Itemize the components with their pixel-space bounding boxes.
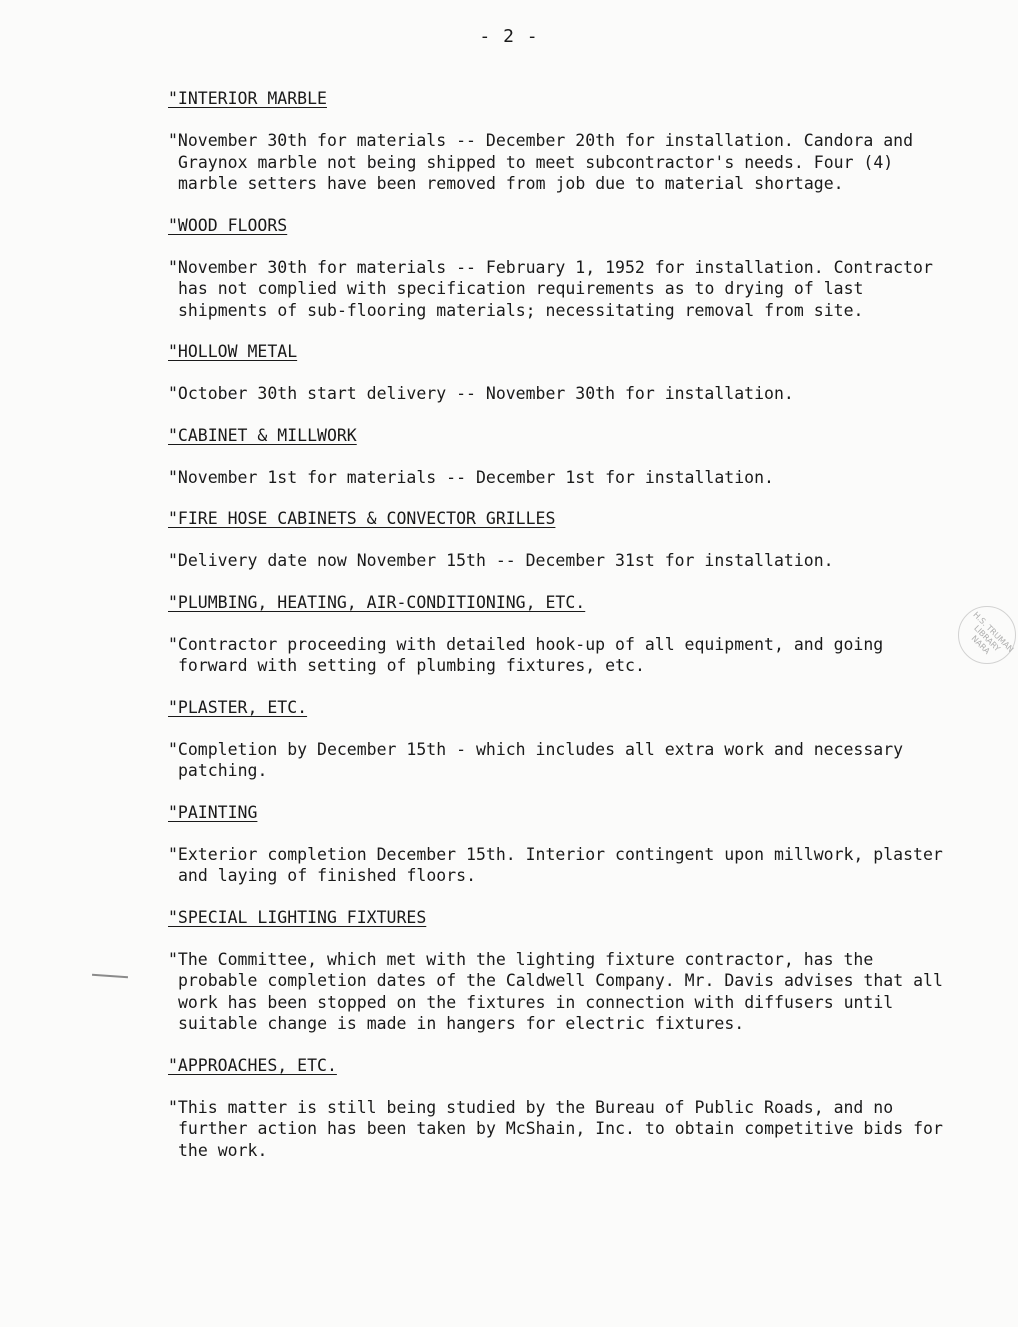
section-text: "This matter is still being studied by the Bureau of Public Roads, and no further action has been taken by McShain, Inc. to obtain competitive bids for the work. bbox=[168, 1097, 943, 1160]
section-plaster bbox=[168, 697, 968, 782]
section-text: "Exterior completion December 15th. Interior contingent upon millwork, plaster and laying of finished floors. bbox=[168, 844, 943, 885]
section-heading: "CABINET & MILLWORK bbox=[168, 425, 357, 445]
document-body bbox=[168, 88, 968, 1181]
section-heading: "PLUMBING, HEATING, AIR-CONDITIONING, ETC. bbox=[168, 592, 586, 612]
section-fire-hose-cabinets bbox=[168, 508, 968, 572]
section-wood-floors bbox=[168, 215, 968, 322]
section-interior-marble bbox=[168, 88, 968, 195]
margin-mark bbox=[92, 974, 128, 979]
page-number: - 2 - bbox=[479, 26, 539, 47]
section-heading: "PAINTING bbox=[168, 802, 258, 822]
section-heading: "FIRE HOSE CABINETS & CONVECTOR GRILLES bbox=[168, 509, 556, 528]
section-heading: "HOLLOW METAL bbox=[168, 342, 298, 361]
section-plumbing-heating bbox=[168, 592, 968, 677]
section-heading: "APPROACHES, ETC. bbox=[168, 1055, 337, 1075]
section-heading: "WOOD FLOORS bbox=[168, 215, 288, 235]
archive-stamp-icon bbox=[958, 606, 1016, 664]
section-heading: "SPECIAL LIGHTING FIXTURES bbox=[168, 907, 427, 927]
section-heading: "PLASTER, ETC. bbox=[168, 697, 308, 717]
section-text: "November 1st for materials -- December 1st for installation. bbox=[168, 467, 774, 487]
section-hollow-metal bbox=[168, 341, 968, 405]
section-text: "November 30th for materials -- February 1, 1952 for installation. Contractor has not complied with specification requirements as to drying of last shipments of sub-flooring materials; necessitating removal from site. bbox=[168, 257, 933, 320]
section-text: "Delivery date now November 15th -- December 31st for installation. bbox=[168, 551, 834, 570]
section-text: "November 30th for materials -- December 20th for installation. Candora and Graynox marble not being shipped to meet subcontractor's needs. Four (4) marble setters have been removed from job due to material shortage. bbox=[168, 131, 914, 193]
section-painting bbox=[168, 802, 968, 887]
stamp-text: H.S. TRUMAN LIBRARY NARA bbox=[969, 610, 1016, 656]
section-text: "Completion by December 15th - which includes all extra work and necessary patching. bbox=[168, 739, 904, 780]
section-text: "The Committee, which met with the lighting fixture contractor, has the probable completion dates of the Caldwell Company. Mr. Davis advises that all work has been stopped on the fixtures in connection with diffusers until suitable change is made in hangers for electric fixtures. bbox=[168, 949, 943, 1033]
section-text: "Contractor proceeding with detailed hook-up of all equipment, and going forward with setting of plumbing fixtures, etc. bbox=[168, 634, 884, 675]
section-cabinet-millwork bbox=[168, 425, 968, 489]
section-heading: "INTERIOR MARBLE bbox=[168, 89, 327, 108]
section-approaches bbox=[168, 1055, 968, 1162]
section-special-lighting-fixtures bbox=[168, 907, 968, 1035]
section-text: "October 30th start delivery -- November 30th for installation. bbox=[168, 384, 794, 403]
